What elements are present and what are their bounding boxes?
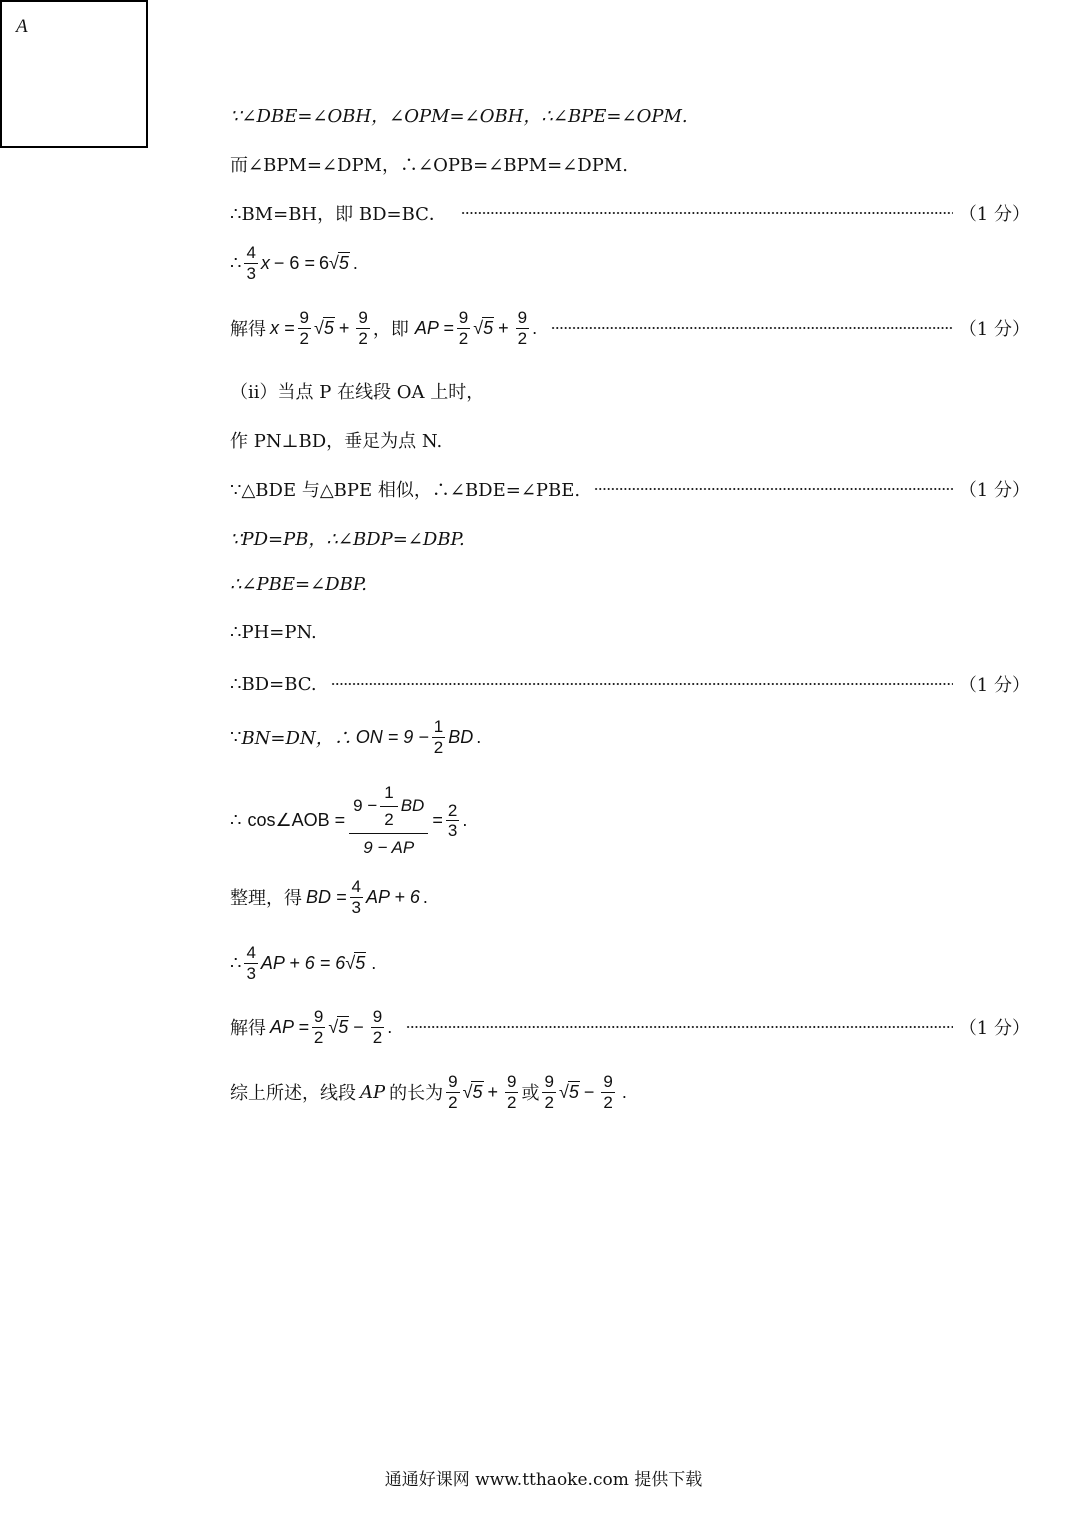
- minus-sign: −: [583, 1081, 595, 1102]
- line-1-text: ∵∠DBE=∠OBH，∠OPM=∠OBH，∴∠BPE=∠OPM.: [230, 106, 688, 127]
- period: .: [371, 952, 377, 973]
- fraction-1-2: $\frac{1}{2}$: [433, 717, 444, 757]
- fraction-9-2: $\frac{9}{2}$: [507, 1072, 517, 1112]
- line-2-text: 而∠BPM=∠DPM，∴∠OPB=∠BPM=∠DPM.: [230, 155, 628, 176]
- fraction-9-2: $\frac{9}{2}$: [299, 308, 309, 348]
- line-10: [230, 525, 1030, 551]
- line-12-text: ∴PH=PN.: [230, 622, 317, 643]
- therefore-symbol: ∴: [230, 810, 242, 832]
- line-7: [230, 378, 1030, 404]
- coef-6: 6: [318, 252, 329, 273]
- line-12: [230, 622, 1030, 643]
- period: .: [621, 1081, 627, 1102]
- period: .: [532, 317, 538, 338]
- period: .: [476, 726, 482, 747]
- score-label: （1 分）: [958, 480, 1030, 501]
- line-19: [230, 1073, 1030, 1112]
- ap-plus-6: AP + 6: [366, 886, 420, 907]
- line-8-text: 作 PN⊥BD，垂足为点 N.: [230, 431, 443, 452]
- sqrt-5: √ 5: [345, 953, 366, 974]
- equals-sign: =: [432, 810, 443, 831]
- score-label: （1 分）: [958, 1018, 1030, 1040]
- therefore-symbol: ∴: [230, 252, 242, 274]
- fraction-9-2: $\frac{9}{2}$: [358, 308, 368, 348]
- line-9: [230, 476, 1030, 502]
- leader-dots: [331, 683, 953, 685]
- fraction-4-3: $\frac{4}{3}$: [246, 943, 256, 983]
- fraction-9-2: $\frac{9}{2}$: [517, 308, 528, 348]
- leader-dots: [551, 327, 953, 329]
- zhengli-label: 整理，得: [230, 888, 302, 910]
- line-15: [230, 784, 1030, 858]
- ap-equals: AP =: [414, 317, 454, 338]
- line-14: [230, 718, 1030, 757]
- fraction-9-2: $\frac{9}{2}$: [544, 1072, 554, 1112]
- leader-dots: [594, 488, 953, 490]
- zongshang-text: 综上所述，线段: [230, 1083, 356, 1105]
- cos-numerator: 9 − $\frac{1}{2}$ BD: [349, 784, 428, 834]
- cos-fraction: [349, 784, 428, 858]
- sqrt-5: √ 5: [462, 1082, 483, 1103]
- line-16: [230, 878, 1030, 917]
- line-18: [230, 1008, 1030, 1047]
- corner-box: [0, 0, 148, 148]
- fraction-2-3: $\frac{2}{3}$: [447, 800, 458, 841]
- period: .: [352, 252, 358, 273]
- on-equals: ON = 9 −: [355, 726, 429, 747]
- score-label: （1 分）: [958, 675, 1030, 696]
- fraction-9-2: $\frac{9}{2}$: [458, 308, 469, 348]
- bd-equals: BD =: [306, 886, 347, 907]
- cos-aob: cos∠AOB =: [247, 810, 346, 831]
- plus-sign: +: [498, 317, 509, 338]
- ap-equals: AP =: [270, 1016, 309, 1037]
- corner-letter: A: [16, 16, 28, 37]
- line-4: [230, 244, 1030, 283]
- fraction-4-3: $\frac{4}{3}$: [351, 877, 361, 917]
- score-label: （1 分）: [958, 319, 1030, 341]
- fraction-9-2: $\frac{9}{2}$: [603, 1072, 613, 1112]
- x-equals: x =: [270, 317, 295, 338]
- score-label: （1 分）: [958, 204, 1030, 225]
- line-9-text: ∵△BDE 与△BPE 相似，∴∠BDE=∠PBE.: [230, 480, 581, 501]
- plus-sign: +: [338, 317, 350, 338]
- jiede-label: 解得: [230, 319, 266, 341]
- sqrt-5: √ 5: [313, 318, 334, 339]
- var-x: x: [260, 252, 270, 273]
- therefore-symbol: ∴: [230, 952, 242, 974]
- line-17: [230, 944, 1030, 983]
- line-3: [230, 200, 1030, 226]
- fraction-1-2: $\frac{1}{2}$: [380, 784, 397, 829]
- line-13: [230, 671, 1030, 697]
- bn-dn-text: BN=DN，∴: [241, 728, 352, 750]
- line-2: [230, 151, 1030, 177]
- de-chang-wei-text: 的长为: [389, 1083, 444, 1105]
- fraction-9-2: $\frac{9}{2}$: [448, 1072, 458, 1112]
- line-8: [230, 427, 1030, 453]
- ap-var: AP: [360, 1081, 386, 1103]
- period: .: [387, 1016, 393, 1037]
- line-11: [230, 574, 1030, 595]
- minus-6: − 6 =: [273, 252, 315, 273]
- jiede-label: 解得: [230, 1018, 266, 1040]
- bd-var: BD: [448, 726, 474, 747]
- fraction-4-3: $\frac{4}{3}$: [246, 243, 256, 283]
- line-11-text: ∴∠PBE=∠DBP.: [230, 574, 368, 595]
- line-13-text: ∴BD=BC.: [230, 673, 317, 695]
- sqrt-5: √ 5: [558, 1082, 579, 1103]
- huo-text: 或: [521, 1083, 540, 1105]
- minus-sign: −: [353, 1016, 364, 1037]
- ap-plus-6-eq: AP + 6 = 6: [260, 952, 346, 973]
- sqrt-5: √ 5: [473, 318, 494, 339]
- line-10-text: ∵PD=PB，∴∠BDP=∠DBP.: [230, 529, 465, 550]
- line-5: [230, 309, 1030, 348]
- line-1: [230, 102, 1030, 128]
- because-symbol: ∵: [230, 726, 242, 748]
- period: .: [422, 886, 428, 907]
- footer-credit: 通通好课网 www.tthaoke.com 提供下载: [384, 1470, 703, 1490]
- line-3-text: ∴BM=BH，即 BD=BC．: [230, 204, 447, 225]
- sqrt-5: √ 5: [328, 253, 349, 274]
- line-7-text: （ii）当点 P 在线段 OA 上时，: [230, 382, 485, 403]
- sqrt-5: √ 5: [328, 1017, 349, 1038]
- fraction-9-2: $\frac{9}{2}$: [313, 1007, 324, 1047]
- fraction-9-2: $\frac{9}{2}$: [372, 1007, 383, 1047]
- plus-sign: +: [487, 1081, 499, 1102]
- leader-dots: [461, 212, 953, 214]
- period: .: [462, 810, 468, 831]
- cos-denominator: 9 − AP: [363, 837, 415, 857]
- ji-label: ，即: [372, 319, 409, 341]
- leader-dots: [406, 1026, 953, 1028]
